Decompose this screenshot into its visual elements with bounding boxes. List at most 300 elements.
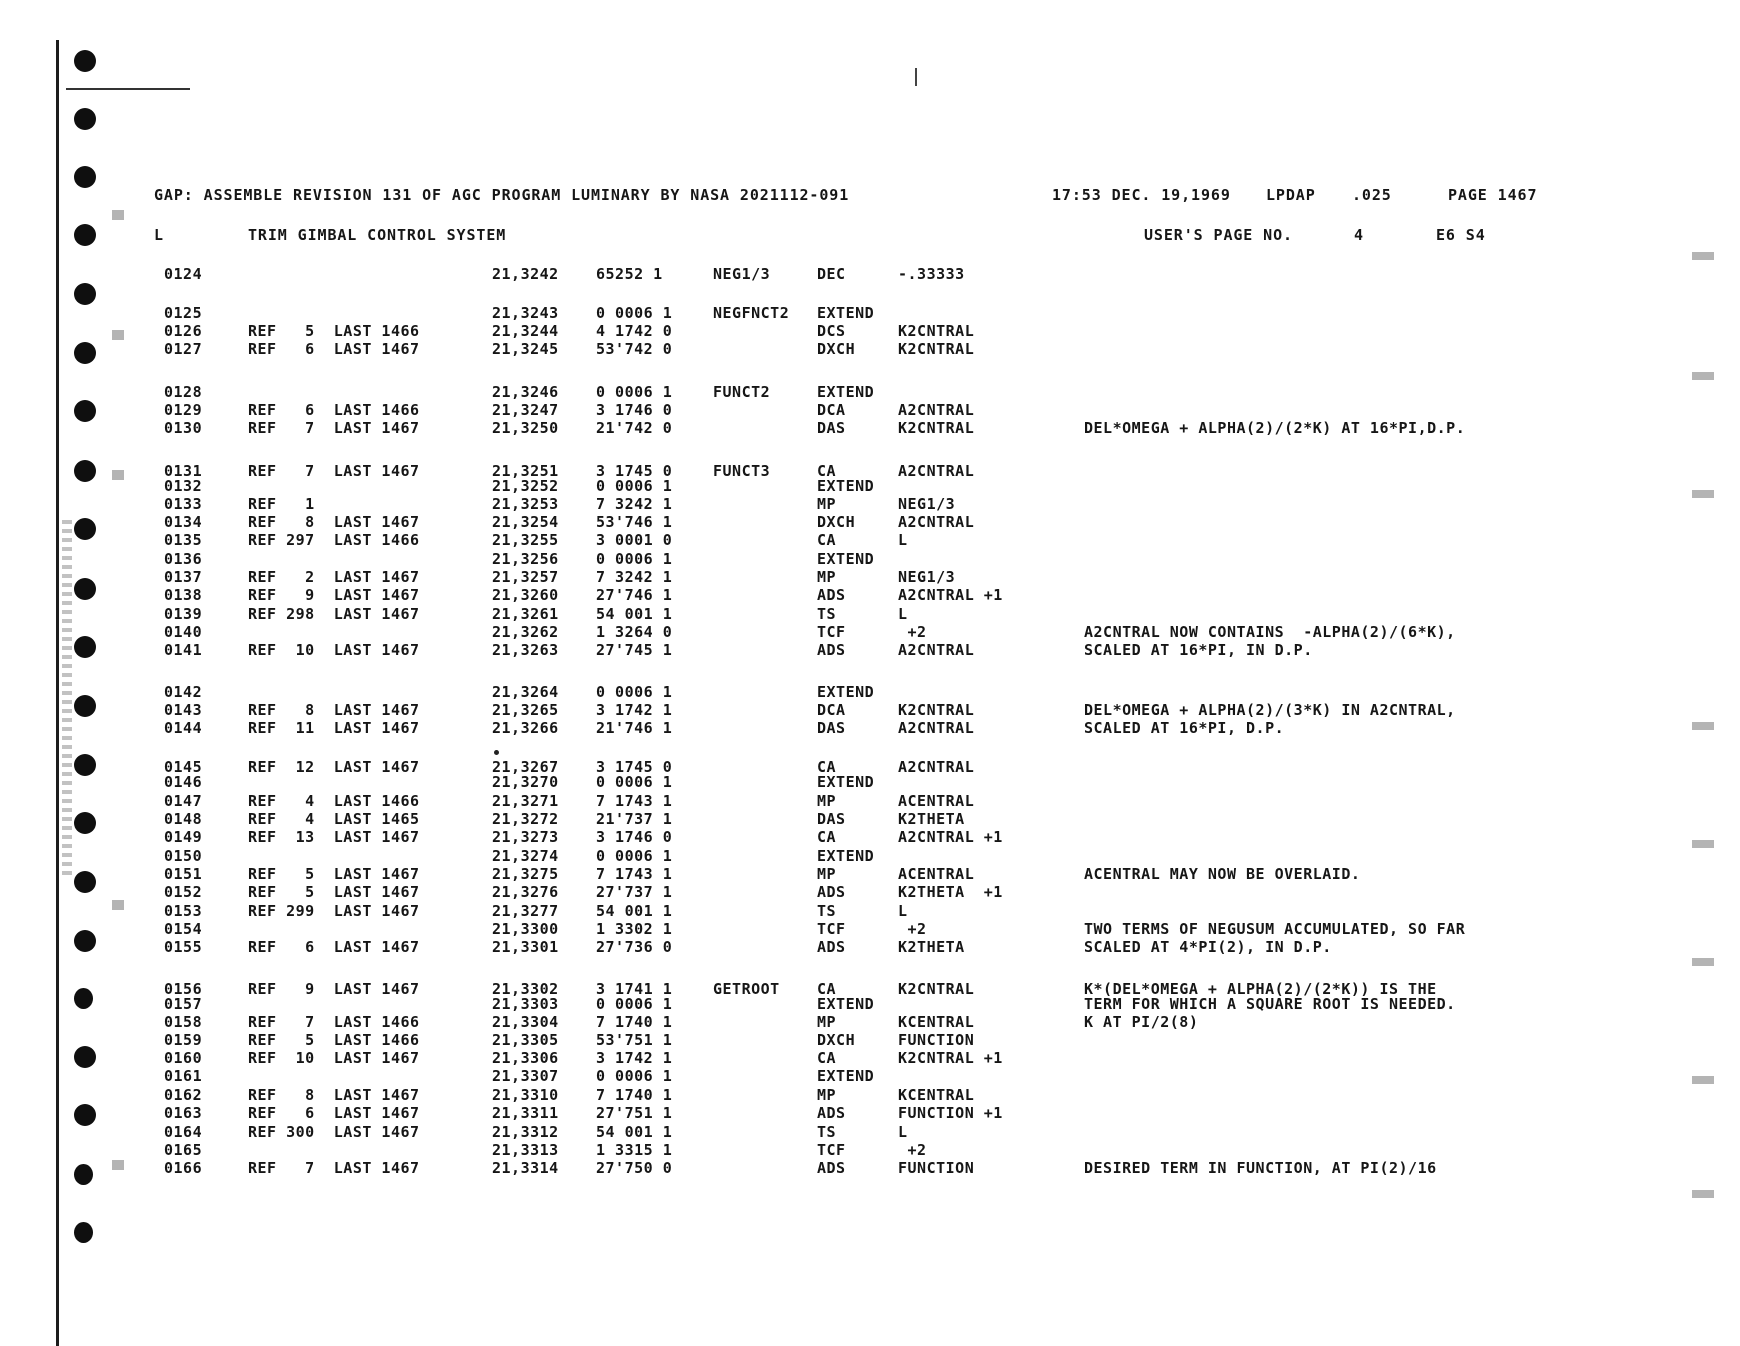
margin-smudge: [112, 470, 124, 480]
address: 21,3254: [492, 513, 559, 531]
stray-dot: [494, 750, 499, 755]
comment: TERM FOR WHICH A SQUARE ROOT IS NEEDED.: [1084, 995, 1456, 1013]
operand: L: [898, 902, 908, 920]
operand: FUNCTION: [898, 1031, 975, 1049]
line-number: 0140: [164, 623, 203, 641]
opcode: MP: [817, 495, 837, 513]
line-number: 0133: [164, 495, 203, 513]
octal-code: 0 0006 1: [596, 683, 673, 701]
ref-field: REF 6 LAST 1467: [248, 938, 420, 956]
address: 21,3260: [492, 586, 559, 604]
opcode: MP: [817, 568, 837, 586]
margin-smudge: [1692, 490, 1714, 498]
ref-field: REF 8 LAST 1467: [248, 701, 420, 719]
operand: K2THETA: [898, 938, 965, 956]
user-page-number: 4: [1354, 226, 1364, 244]
margin-smudge: [112, 900, 124, 910]
ref-field: REF 7 LAST 1467: [248, 462, 420, 480]
octal-code: 0 0006 1: [596, 773, 673, 791]
address: 21,3263: [492, 641, 559, 659]
address: 21,3304: [492, 1013, 559, 1031]
octal-code: 0 0006 1: [596, 847, 673, 865]
line-number: 0154: [164, 920, 203, 938]
opcode: DAS: [817, 419, 846, 437]
line-number: 0162: [164, 1086, 203, 1104]
header-title: GAP: ASSEMBLE REVISION 131 OF AGC PROGRAM LUMINARY BY NASA 2021112-091: [154, 186, 850, 204]
line-number: 0144: [164, 719, 203, 737]
comment: SCALED AT 16*PI, IN D.P.: [1084, 641, 1313, 659]
ref-field: REF 11 LAST 1467: [248, 719, 420, 737]
ref-field: REF 300 LAST 1467: [248, 1123, 420, 1141]
line-number: 0130: [164, 419, 203, 437]
line-number: 0146: [164, 773, 203, 791]
label: FUNCT2: [713, 383, 771, 401]
address: 21,3242: [492, 265, 559, 283]
operand: A2CNTRAL: [898, 513, 975, 531]
line-number: 0134: [164, 513, 203, 531]
octal-code: 53'751 1: [596, 1031, 673, 1049]
ref-field: REF 12 LAST 1467: [248, 758, 420, 776]
line-number: 0145: [164, 758, 203, 776]
header-rev-code: .025: [1352, 186, 1392, 204]
punch-hole: [74, 1104, 96, 1126]
punch-hole: [74, 754, 96, 776]
punch-hole: [74, 1164, 93, 1185]
address: 21,3246: [492, 383, 559, 401]
opcode: EXTEND: [817, 683, 875, 701]
address: 21,3247: [492, 401, 559, 419]
address: 21,3252: [492, 477, 559, 495]
line-number: 0151: [164, 865, 203, 883]
operand: K2CNTRAL: [898, 340, 975, 358]
octal-code: 7 1740 1: [596, 1086, 673, 1104]
margin-smudge: [112, 330, 124, 340]
opcode: MP: [817, 792, 837, 810]
opcode: TCF: [817, 920, 846, 938]
line-number: 0131: [164, 462, 203, 480]
opcode: DXCH: [817, 513, 856, 531]
octal-code: 21'737 1: [596, 810, 673, 828]
ref-field: REF 1: [248, 495, 315, 513]
margin-smudge: [1692, 372, 1714, 380]
punch-hole: [74, 871, 96, 893]
opcode: EXTEND: [817, 383, 875, 401]
header-timestamp: 17:53 DEC. 19,1969: [1052, 186, 1231, 204]
opcode: CA: [817, 828, 837, 846]
punch-hole: [74, 108, 96, 130]
ref-field: REF 5 LAST 1467: [248, 865, 420, 883]
octal-code: 3 1741 1: [596, 980, 673, 998]
punch-hole: [74, 224, 96, 246]
octal-code: 3 1742 1: [596, 701, 673, 719]
operand: FUNCTION: [898, 1159, 975, 1177]
section-title: TRIM GIMBAL CONTROL SYSTEM: [248, 226, 507, 244]
margin-smudge: [1692, 840, 1714, 848]
comment: A2CNTRAL NOW CONTAINS -ALPHA(2)/(6*K),: [1084, 623, 1456, 641]
ref-field: REF 10 LAST 1467: [248, 1049, 420, 1067]
opcode: DCA: [817, 401, 846, 419]
octal-code: 54 001 1: [596, 902, 673, 920]
comment: TWO TERMS OF NEGUSUM ACCUMULATED, SO FAR: [1084, 920, 1466, 938]
operand: NEG1/3: [898, 495, 956, 513]
punch-hole: [74, 695, 96, 717]
line-number: 0142: [164, 683, 203, 701]
opcode: ADS: [817, 641, 846, 659]
comment: DESIRED TERM IN FUNCTION, AT PI(2)/16: [1084, 1159, 1437, 1177]
opcode: EXTEND: [817, 847, 875, 865]
comment: SCALED AT 16*PI, D.P.: [1084, 719, 1285, 737]
label: NEGFNCT2: [713, 304, 790, 322]
address: 21,3250: [492, 419, 559, 437]
operand: ACENTRAL: [898, 865, 975, 883]
octal-code: 27'736 0: [596, 938, 673, 956]
opcode: CA: [817, 1049, 837, 1067]
operand: A2CNTRAL: [898, 758, 975, 776]
octal-code: 21'746 1: [596, 719, 673, 737]
operand: K2CNTRAL: [898, 419, 975, 437]
opcode: DEC: [817, 265, 846, 283]
octal-code: 65252 1: [596, 265, 663, 283]
octal-code: 3 1746 0: [596, 401, 673, 419]
opcode: MP: [817, 1013, 837, 1031]
line-number: 0164: [164, 1123, 203, 1141]
address: 21,3270: [492, 773, 559, 791]
opcode: TS: [817, 605, 837, 623]
octal-code: 0 0006 1: [596, 477, 673, 495]
octal-code: 21'742 0: [596, 419, 673, 437]
opcode: CA: [817, 758, 837, 776]
opcode: MP: [817, 1086, 837, 1104]
punch-hole: [74, 342, 96, 364]
octal-code: 1 3264 0: [596, 623, 673, 641]
line-number: 0124: [164, 265, 203, 283]
line-number: 0132: [164, 477, 203, 495]
address: 21,3300: [492, 920, 559, 938]
ref-field: REF 299 LAST 1467: [248, 902, 420, 920]
line-number: 0136: [164, 550, 203, 568]
opcode: CA: [817, 462, 837, 480]
operand: +2: [898, 1141, 927, 1159]
opcode: TS: [817, 902, 837, 920]
octal-code: 27'746 1: [596, 586, 673, 604]
line-number: 0143: [164, 701, 203, 719]
margin-smudge: [1692, 1190, 1714, 1198]
ref-field: REF 6 LAST 1467: [248, 340, 420, 358]
opcode: ADS: [817, 883, 846, 901]
line-number: 0149: [164, 828, 203, 846]
margin-rule: [66, 88, 190, 90]
opcode: DXCH: [817, 340, 856, 358]
operand: K2THETA: [898, 810, 965, 828]
address: 21,3310: [492, 1086, 559, 1104]
address: 21,3277: [492, 902, 559, 920]
margin-smudge: [1692, 252, 1714, 260]
section-code: E6 S4: [1436, 226, 1486, 244]
header-page: PAGE 1467: [1448, 186, 1538, 204]
margin-print-strip: [62, 520, 72, 880]
ref-field: REF 7 LAST 1466: [248, 1013, 420, 1031]
address: 21,3255: [492, 531, 559, 549]
label: FUNCT3: [713, 462, 771, 480]
opcode: EXTEND: [817, 550, 875, 568]
header-program-code: LPDAP: [1266, 186, 1316, 204]
line-number: 0137: [164, 568, 203, 586]
line-number: 0155: [164, 938, 203, 956]
address: 21,3303: [492, 995, 559, 1013]
margin-smudge: [1692, 722, 1714, 730]
margin-smudge: [112, 1160, 124, 1170]
octal-code: 54 001 1: [596, 605, 673, 623]
line-number: 0153: [164, 902, 203, 920]
punch-hole: [74, 988, 93, 1009]
ref-field: REF 9 LAST 1467: [248, 586, 420, 604]
operand: FUNCTION +1: [898, 1104, 1003, 1122]
operand: K2CNTRAL: [898, 701, 975, 719]
punch-hole: [74, 50, 96, 72]
line-number: 0148: [164, 810, 203, 828]
ref-field: REF 7 LAST 1467: [248, 419, 420, 437]
address: 21,3306: [492, 1049, 559, 1067]
octal-code: 7 3242 1: [596, 568, 673, 586]
operand: KCENTRAL: [898, 1086, 975, 1104]
address: 21,3272: [492, 810, 559, 828]
address: 21,3274: [492, 847, 559, 865]
line-number: 0127: [164, 340, 203, 358]
operand: KCENTRAL: [898, 1013, 975, 1031]
address: 21,3276: [492, 883, 559, 901]
opcode: EXTEND: [817, 477, 875, 495]
octal-code: 1 3302 1: [596, 920, 673, 938]
comment: K AT PI/2(8): [1084, 1013, 1199, 1031]
label: NEG1/3: [713, 265, 771, 283]
operand: A2CNTRAL: [898, 462, 975, 480]
address: 21,3262: [492, 623, 559, 641]
ref-field: REF 10 LAST 1467: [248, 641, 420, 659]
address: 21,3273: [492, 828, 559, 846]
operand: A2CNTRAL: [898, 641, 975, 659]
line-number: 0128: [164, 383, 203, 401]
line-number: 0139: [164, 605, 203, 623]
address: 21,3302: [492, 980, 559, 998]
line-number: 0157: [164, 995, 203, 1013]
line-number: 0156: [164, 980, 203, 998]
punch-hole: [74, 1222, 93, 1243]
punch-hole: [74, 166, 96, 188]
comment: SCALED AT 4*PI(2), IN D.P.: [1084, 938, 1332, 956]
octal-code: 27'745 1: [596, 641, 673, 659]
address: 21,3305: [492, 1031, 559, 1049]
address: 21,3267: [492, 758, 559, 776]
punch-hole: [74, 636, 96, 658]
opcode: MP: [817, 865, 837, 883]
octal-code: 0 0006 1: [596, 550, 673, 568]
ref-field: REF 5 LAST 1467: [248, 883, 420, 901]
ref-field: REF 8 LAST 1467: [248, 513, 420, 531]
opcode: TCF: [817, 623, 846, 641]
punch-hole: [74, 812, 96, 834]
comment: DEL*OMEGA + ALPHA(2)/(3*K) IN A2CNTRAL,: [1084, 701, 1456, 719]
ref-field: REF 4 LAST 1465: [248, 810, 420, 828]
octal-code: 54 001 1: [596, 1123, 673, 1141]
opcode: DXCH: [817, 1031, 856, 1049]
address: 21,3256: [492, 550, 559, 568]
octal-code: 0 0006 1: [596, 1067, 673, 1085]
ref-field: REF 9 LAST 1467: [248, 980, 420, 998]
operand: +2: [898, 623, 927, 641]
operand: L: [898, 1123, 908, 1141]
operand: +2: [898, 920, 927, 938]
octal-code: 0 0006 1: [596, 383, 673, 401]
line-number: 0125: [164, 304, 203, 322]
ref-field: REF 8 LAST 1467: [248, 1086, 420, 1104]
address: 21,3312: [492, 1123, 559, 1141]
opcode: CA: [817, 980, 837, 998]
octal-code: 3 1745 0: [596, 758, 673, 776]
opcode: DAS: [817, 810, 846, 828]
octal-code: 3 0001 0: [596, 531, 673, 549]
operand: K2CNTRAL: [898, 322, 975, 340]
address: 21,3275: [492, 865, 559, 883]
opcode: EXTEND: [817, 773, 875, 791]
octal-code: 27'737 1: [596, 883, 673, 901]
ref-field: REF 298 LAST 1467: [248, 605, 420, 623]
operand: A2CNTRAL: [898, 401, 975, 419]
operand: A2CNTRAL +1: [898, 586, 1003, 604]
operand: L: [898, 605, 908, 623]
ref-field: REF 6 LAST 1466: [248, 401, 420, 419]
line-number: 0160: [164, 1049, 203, 1067]
margin-smudge: [1692, 1076, 1714, 1084]
ref-field: REF 4 LAST 1466: [248, 792, 420, 810]
octal-code: 0 0006 1: [596, 995, 673, 1013]
address: 21,3301: [492, 938, 559, 956]
address: 21,3257: [492, 568, 559, 586]
opcode: ADS: [817, 938, 846, 956]
octal-code: 53'742 0: [596, 340, 673, 358]
ref-field: REF 297 LAST 1466: [248, 531, 420, 549]
ref-field: REF 6 LAST 1467: [248, 1104, 420, 1122]
line-number: 0152: [164, 883, 203, 901]
octal-code: 3 1746 0: [596, 828, 673, 846]
address: 21,3271: [492, 792, 559, 810]
line-number: 0159: [164, 1031, 203, 1049]
address: 21,3261: [492, 605, 559, 623]
operand: K2THETA +1: [898, 883, 1003, 901]
ref-field: REF 5 LAST 1466: [248, 1031, 420, 1049]
opcode: DAS: [817, 719, 846, 737]
operand: NEG1/3: [898, 568, 956, 586]
margin-line: [56, 40, 59, 1346]
line-number: 0129: [164, 401, 203, 419]
opcode: CA: [817, 531, 837, 549]
operand: A2CNTRAL +1: [898, 828, 1003, 846]
line-number: 0135: [164, 531, 203, 549]
octal-code: 53'746 1: [596, 513, 673, 531]
top-tick-mark: [915, 68, 917, 86]
octal-code: 4 1742 0: [596, 322, 673, 340]
operand: L: [898, 531, 908, 549]
ref-field: REF 5 LAST 1466: [248, 322, 420, 340]
operand: A2CNTRAL: [898, 719, 975, 737]
address: 21,3253: [492, 495, 559, 513]
line-number: 0158: [164, 1013, 203, 1031]
label: GETROOT: [713, 980, 780, 998]
user-page-label: USER'S PAGE NO.: [1144, 226, 1293, 244]
opcode: TS: [817, 1123, 837, 1141]
opcode: ADS: [817, 1104, 846, 1122]
line-number: 0165: [164, 1141, 203, 1159]
address: 21,3245: [492, 340, 559, 358]
operand: ACENTRAL: [898, 792, 975, 810]
opcode: ADS: [817, 586, 846, 604]
ref-field: REF 13 LAST 1467: [248, 828, 420, 846]
address: 21,3243: [492, 304, 559, 322]
address: 21,3265: [492, 701, 559, 719]
comment: K*(DEL*OMEGA + ALPHA(2)/(2*K)) IS THE: [1084, 980, 1437, 998]
punch-hole: [74, 283, 96, 305]
octal-code: 7 1743 1: [596, 865, 673, 883]
address: 21,3244: [492, 322, 559, 340]
octal-code: 3 1742 1: [596, 1049, 673, 1067]
line-number: 0147: [164, 792, 203, 810]
line-number: 0166: [164, 1159, 203, 1177]
address: 21,3266: [492, 719, 559, 737]
ref-field: REF 2 LAST 1467: [248, 568, 420, 586]
punch-hole: [74, 460, 96, 482]
opcode: EXTEND: [817, 995, 875, 1013]
margin-smudge: [112, 210, 124, 220]
line-number: 0163: [164, 1104, 203, 1122]
octal-code: 27'751 1: [596, 1104, 673, 1122]
punch-hole: [74, 578, 96, 600]
opcode: DCS: [817, 322, 846, 340]
punch-hole: [74, 400, 96, 422]
opcode: ADS: [817, 1159, 846, 1177]
operand: K2CNTRAL: [898, 980, 975, 998]
octal-code: 7 1740 1: [596, 1013, 673, 1031]
opcode: EXTEND: [817, 304, 875, 322]
octal-code: 0 0006 1: [596, 304, 673, 322]
address: 21,3314: [492, 1159, 559, 1177]
octal-code: 3 1745 0: [596, 462, 673, 480]
comment: DEL*OMEGA + ALPHA(2)/(2*K) AT 16*PI,D.P.: [1084, 419, 1466, 437]
octal-code: 27'750 0: [596, 1159, 673, 1177]
octal-code: 1 3315 1: [596, 1141, 673, 1159]
octal-code: 7 1743 1: [596, 792, 673, 810]
opcode: EXTEND: [817, 1067, 875, 1085]
address: 21,3264: [492, 683, 559, 701]
punch-hole: [74, 930, 96, 952]
punch-hole: [74, 1046, 96, 1068]
address: 21,3307: [492, 1067, 559, 1085]
operand: K2CNTRAL +1: [898, 1049, 1003, 1067]
opcode: TCF: [817, 1141, 846, 1159]
line-number: 0161: [164, 1067, 203, 1085]
operand: -.33333: [898, 265, 965, 283]
ref-field: REF 7 LAST 1467: [248, 1159, 420, 1177]
line-number: 0138: [164, 586, 203, 604]
line-number: 0141: [164, 641, 203, 659]
line-number: 0150: [164, 847, 203, 865]
opcode: DCA: [817, 701, 846, 719]
address: 21,3313: [492, 1141, 559, 1159]
line-number: 0126: [164, 322, 203, 340]
octal-code: 7 3242 1: [596, 495, 673, 513]
address: 21,3311: [492, 1104, 559, 1122]
comment: ACENTRAL MAY NOW BE OVERLAID.: [1084, 865, 1361, 883]
margin-smudge: [1692, 958, 1714, 966]
subheader-marker: L: [154, 226, 164, 244]
